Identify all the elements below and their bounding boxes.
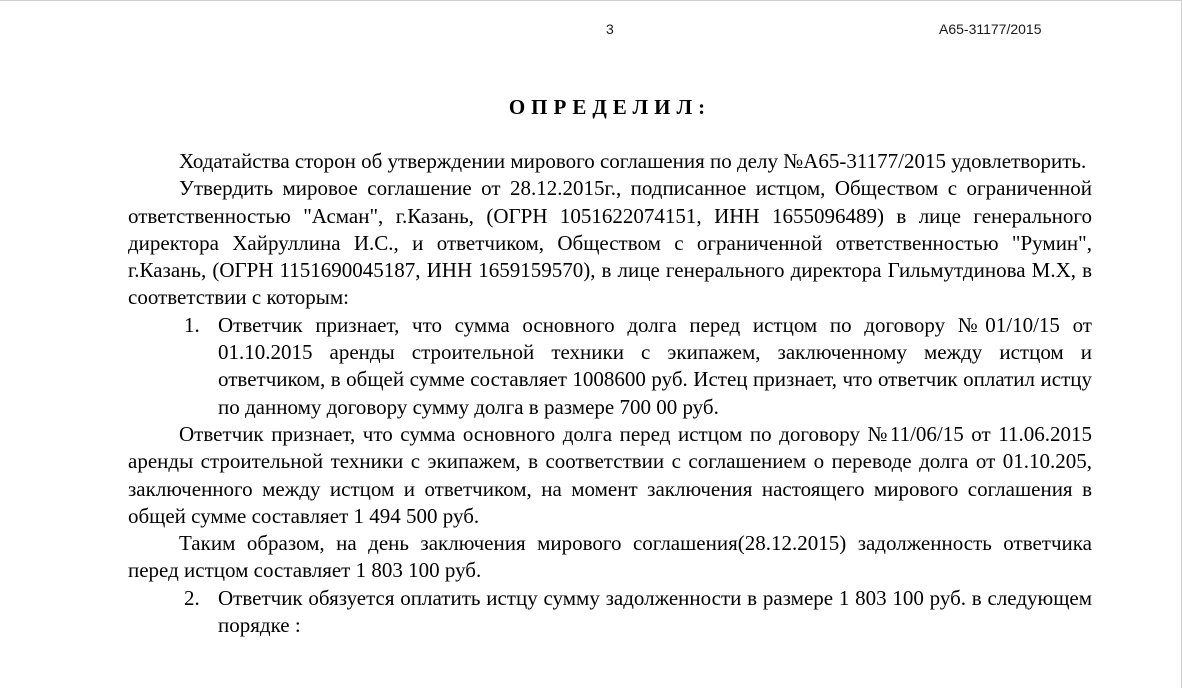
list-item-1-text: Ответчик признает, что сумма основного долга перед истцом по договору №01/10/15 от 01.10.2015 аренды строительной техники с экипажем, заключенному между истцом и ответчиком, в общей сумме составляет 1008600 руб. Истец признает, что ответчик оплатил истцу по данному договору сумму долга в размере 700 00 руб. — [218, 312, 1092, 419]
paragraph-approve-settlement: Утвердить мировое соглашение от 28.12.2015г., подписанное истцом, Обществом с ограниченной ответственностью "Асман", г.Казань, (ОГРН 1051622074151, ИНН 1655096489) в лице генерального директора Хайруллина И.С., и ответчиком, Обществом с ограниченной ответственностью "Румин", г.Казань, (ОГРН 1151690045187, ИНН 1659159570), в лице генерального директора Гильмутдинова М.Х, в соответствии с которым: — [128, 176, 1092, 310]
list-item-2 — [128, 585, 1092, 640]
ruling-body — [128, 148, 1092, 639]
ruling-title: ОПРЕДЕЛИЛ: — [508, 95, 712, 119]
case-number: А65-31177/2015 — [939, 21, 1042, 37]
list-item-2-number: 2. — [184, 585, 200, 610]
list-item-2-text: Ответчик обязуется оплатить истцу сумму задолженности в размере 1 803 100 руб. в следующем порядке : — [218, 585, 1092, 638]
paragraph-debt-contract-2: Ответчик признает, что сумма основного долга перед истцом по договору №11/06/15 от 11.06.2015 аренды строительной техники с экипажем, в соответствии с соглашением о переводе долга от 01.10.205, заключенного между истцом и ответчиком, на момент заключения настоящего мирового соглашения в общей сумме составляет 1 494 500 руб. — [128, 421, 1092, 528]
list-item-1 — [128, 312, 1092, 421]
paragraph-total-debt: Таким образом, на день заключения мирового соглашения(28.12.2015) задолженность ответчика перед истцом составляет 1 803 100 руб. — [128, 531, 1092, 583]
page-number: 3 — [606, 21, 614, 37]
list-item-1-number: 1. — [184, 312, 200, 337]
paragraph-petition: Ходатайства сторон об утверждении мирового соглашения по делу №А65-31177/2015 удовлетворить. — [179, 149, 1087, 173]
